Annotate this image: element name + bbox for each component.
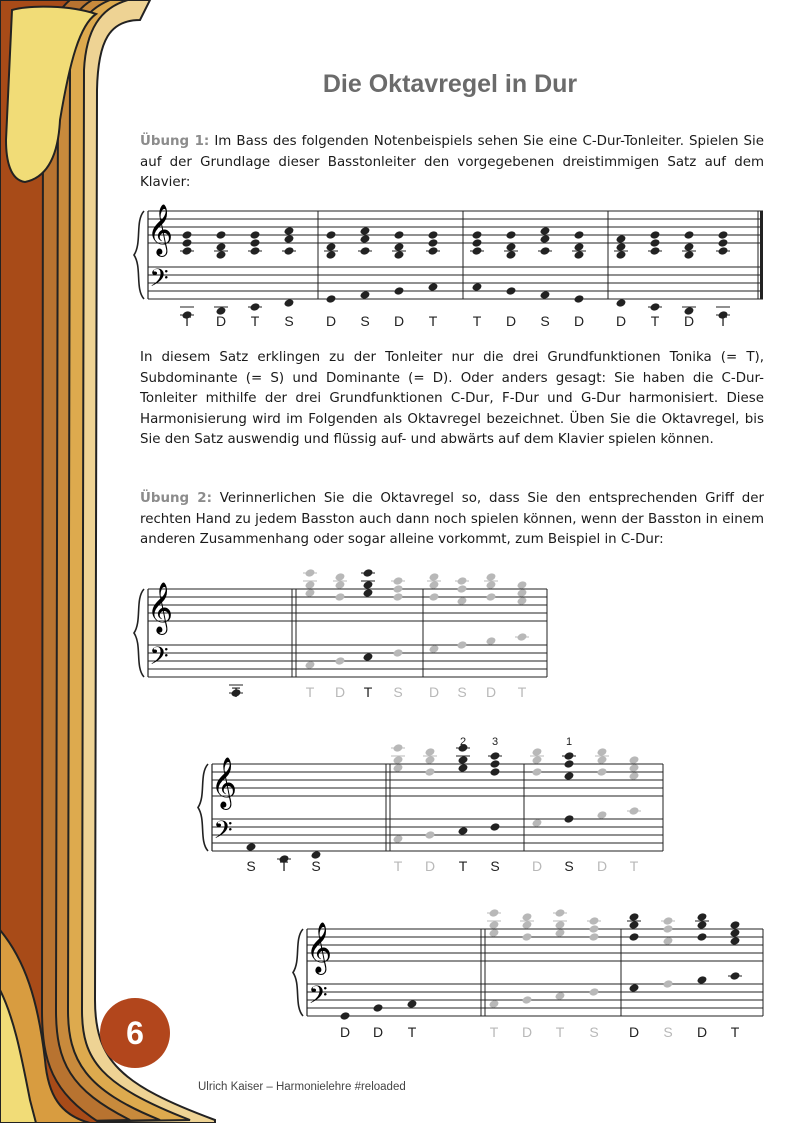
function-label: T — [393, 858, 403, 874]
notehead — [629, 920, 640, 930]
notehead — [663, 979, 674, 989]
function-label: D — [485, 684, 497, 700]
notehead — [522, 912, 533, 922]
exercise-1-body: Im Bass des folgenden Notenbeispiels sehen Sie eine C-Dur-Tonleiter. Spielen Sie auf der Grundlage dieser Basstonleiter den vorgegebenen dreistimmigen Satz auf dem Klavier: — [140, 134, 765, 190]
notehead — [589, 924, 600, 934]
page-title: Die Oktavregel in Dur — [322, 70, 578, 98]
function-label: S — [246, 858, 256, 874]
function-label: D — [325, 313, 337, 329]
treble-clef: 𝄞 — [146, 582, 174, 633]
footer-credit: Ulrich Kaiser – Harmonielehre #reloaded — [198, 1081, 406, 1093]
notehead — [663, 916, 674, 926]
function-label: T — [458, 858, 468, 874]
function-label: D — [334, 684, 346, 700]
notehead — [522, 995, 533, 1005]
function-label: T — [650, 313, 660, 329]
function-label: D — [521, 1024, 533, 1040]
function-label: D — [215, 313, 227, 329]
notehead — [522, 920, 533, 930]
function-label: S — [540, 313, 550, 329]
function-label: T — [555, 1024, 565, 1040]
notehead — [730, 971, 741, 981]
function-label: T — [279, 858, 289, 874]
notehead — [555, 928, 566, 938]
notehead — [489, 920, 500, 930]
function-label: T — [182, 313, 192, 329]
notehead — [555, 920, 566, 930]
function-label: D — [339, 1024, 351, 1040]
function-label: T — [428, 313, 438, 329]
explanation-text: In diesem Satz erklingen zu der Tonleiter nur die drei Grundfunktionen Tonika (= T), Subdominante (= S) und Dominante (= D). Oder anders gesagt: Sie haben die C-Dur-Tonleiter mithilfe der drei Grundfunktionen C-Dur, F-Dur und G-Dur harmonisiert. Diese Harmonisierung wird im Folgenden als Oktavregel bezeichnet. Üben Sie die Oktavregel, bis Sie den Satz auswendig und flüssig auf- und abwärts auf dem Klavier spielen können. — [140, 350, 764, 447]
function-label: T — [730, 1024, 740, 1040]
notehead — [489, 999, 500, 1009]
page-number-badge: 6 — [100, 998, 170, 1068]
function-label: D — [531, 858, 543, 874]
notehead — [629, 932, 640, 942]
function-label: T — [517, 684, 527, 700]
notehead — [489, 908, 500, 918]
exercise-2-body: Verinnerlichen Sie die Oktavregel so, dass Sie den entsprechenden Griff der rechten Hand zu jedem Basston auch dann noch spielen können, wenn der Basston in einem anderen Zusammenhang oder sogar alleine vorkommt, zum Beispiel in C-Dur: — [140, 491, 764, 547]
notehead — [730, 928, 741, 938]
function-label: D — [628, 1024, 640, 1040]
treble-clef: 𝄞 — [146, 204, 174, 255]
function-label: S — [284, 313, 294, 329]
notehead — [373, 1003, 384, 1013]
notehead — [489, 928, 500, 938]
fingering-number: 3 — [491, 736, 499, 748]
function-label: T — [472, 313, 482, 329]
function-label: D — [615, 313, 627, 329]
function-label: D — [596, 858, 608, 874]
treble-clef: 𝄞 — [210, 757, 238, 808]
function-label: D — [573, 313, 585, 329]
bass-clef: 𝄢 — [213, 816, 233, 851]
exercise-2-label: Übung 2: — [140, 491, 212, 506]
fingering-number: 2 — [459, 736, 467, 748]
notehead — [340, 1011, 351, 1021]
function-label: T — [250, 313, 260, 329]
bass-clef: 𝄢 — [308, 981, 328, 1016]
function-label: D — [696, 1024, 708, 1040]
function-label: S — [564, 858, 574, 874]
function-label: T — [363, 684, 373, 700]
function-label: T — [718, 313, 728, 329]
function-label: T — [305, 684, 315, 700]
notehead — [522, 932, 533, 942]
fingering-number: 1 — [565, 736, 573, 748]
function-label: T — [231, 684, 241, 700]
brace — [293, 929, 303, 1016]
notehead — [663, 936, 674, 946]
function-label: D — [683, 313, 695, 329]
exercise-1-label: Übung 1: — [140, 134, 210, 149]
notehead — [697, 932, 708, 942]
notehead — [589, 916, 600, 926]
function-label: D — [372, 1024, 384, 1040]
function-label: D — [424, 858, 436, 874]
notehead — [629, 912, 640, 922]
function-label: S — [393, 684, 403, 700]
notehead — [663, 924, 674, 934]
notehead — [589, 987, 600, 997]
notehead — [555, 991, 566, 1001]
notehead — [555, 908, 566, 918]
function-label: S — [311, 858, 321, 874]
notehead — [697, 920, 708, 930]
notehead — [730, 936, 741, 946]
notehead — [697, 975, 708, 985]
notehead — [407, 999, 418, 1009]
function-label: T — [489, 1024, 499, 1040]
function-label: D — [505, 313, 517, 329]
function-label: T — [629, 858, 639, 874]
bass-clef: 𝄢 — [149, 642, 169, 677]
function-label: T — [407, 1024, 417, 1040]
function-label: S — [663, 1024, 673, 1040]
function-label: D — [428, 684, 440, 700]
treble-clef: 𝄞 — [305, 922, 333, 973]
notehead — [730, 920, 741, 930]
function-label: D — [393, 313, 405, 329]
notehead — [589, 932, 600, 942]
bass-clef: 𝄢 — [149, 264, 169, 299]
function-label: S — [589, 1024, 599, 1040]
function-label: S — [490, 858, 500, 874]
notehead — [697, 912, 708, 922]
notehead — [629, 983, 640, 993]
function-label: S — [457, 684, 467, 700]
function-label: S — [360, 313, 370, 329]
